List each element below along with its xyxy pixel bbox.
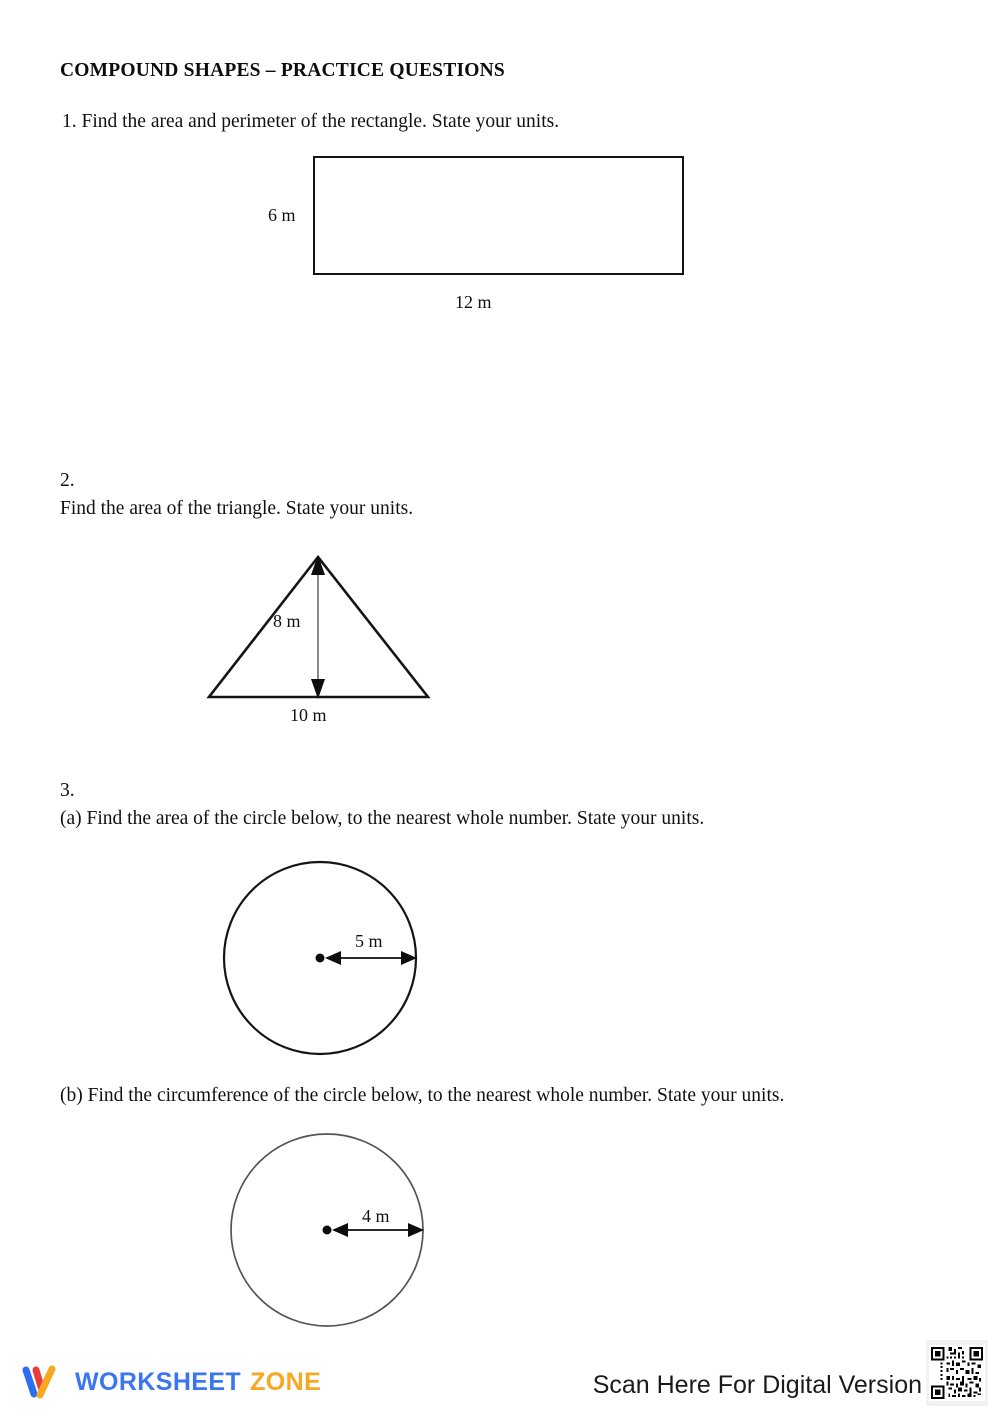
- question-3b-prompt: (b) Find the circumference of the circle below, to the nearest whole number. State your units.: [60, 1085, 785, 1106]
- page-title: COMPOUND SHAPES – PRACTICE QUESTIONS: [60, 60, 505, 81]
- circle-b-radius-label: 4 m: [362, 1206, 390, 1226]
- triangle-base-label: 10 m: [290, 705, 327, 725]
- circle-a-radius-label: 5 m: [355, 931, 383, 951]
- circle-a-center-dot: [316, 954, 325, 963]
- circle-b-center-dot: [323, 1226, 332, 1235]
- figure-triangle: [190, 545, 455, 735]
- scan-prompt-text: Scan Here For Digital Version: [592, 1371, 922, 1399]
- rectangle-height-label: 6 m: [268, 205, 296, 225]
- question-3-number: 3.: [60, 780, 75, 801]
- circle-b-drawing: [222, 1125, 442, 1340]
- question-2-prompt: Find the area of the triangle. State your units.: [60, 498, 414, 519]
- rectangle-shape: [313, 156, 684, 275]
- rectangle-width-label: 12 m: [455, 292, 492, 312]
- figure-rectangle: [250, 140, 720, 325]
- qr-code[interactable]: [926, 1340, 988, 1406]
- figure-circle-a: [215, 850, 435, 1065]
- figure-circle-b: [222, 1125, 442, 1340]
- qr-code-icon: [929, 1345, 985, 1401]
- question-2-number: 2.: [60, 470, 75, 491]
- question-1-prompt: 1. Find the area and perimeter of the rectangle. State your units.: [62, 111, 560, 132]
- brand-logo[interactable]: [22, 1364, 321, 1400]
- brand-name-primary: WORKSHEET: [75, 1367, 242, 1396]
- page-footer: [0, 1332, 1000, 1414]
- worksheet-zone-mark-icon: [22, 1364, 66, 1400]
- brand-name-secondary: ZONE: [250, 1367, 322, 1396]
- triangle-height-label: 8 m: [273, 611, 301, 631]
- question-3a-prompt: (a) Find the area of the circle below, to the nearest whole number. State your units.: [60, 808, 705, 829]
- circle-a-drawing: [215, 850, 435, 1065]
